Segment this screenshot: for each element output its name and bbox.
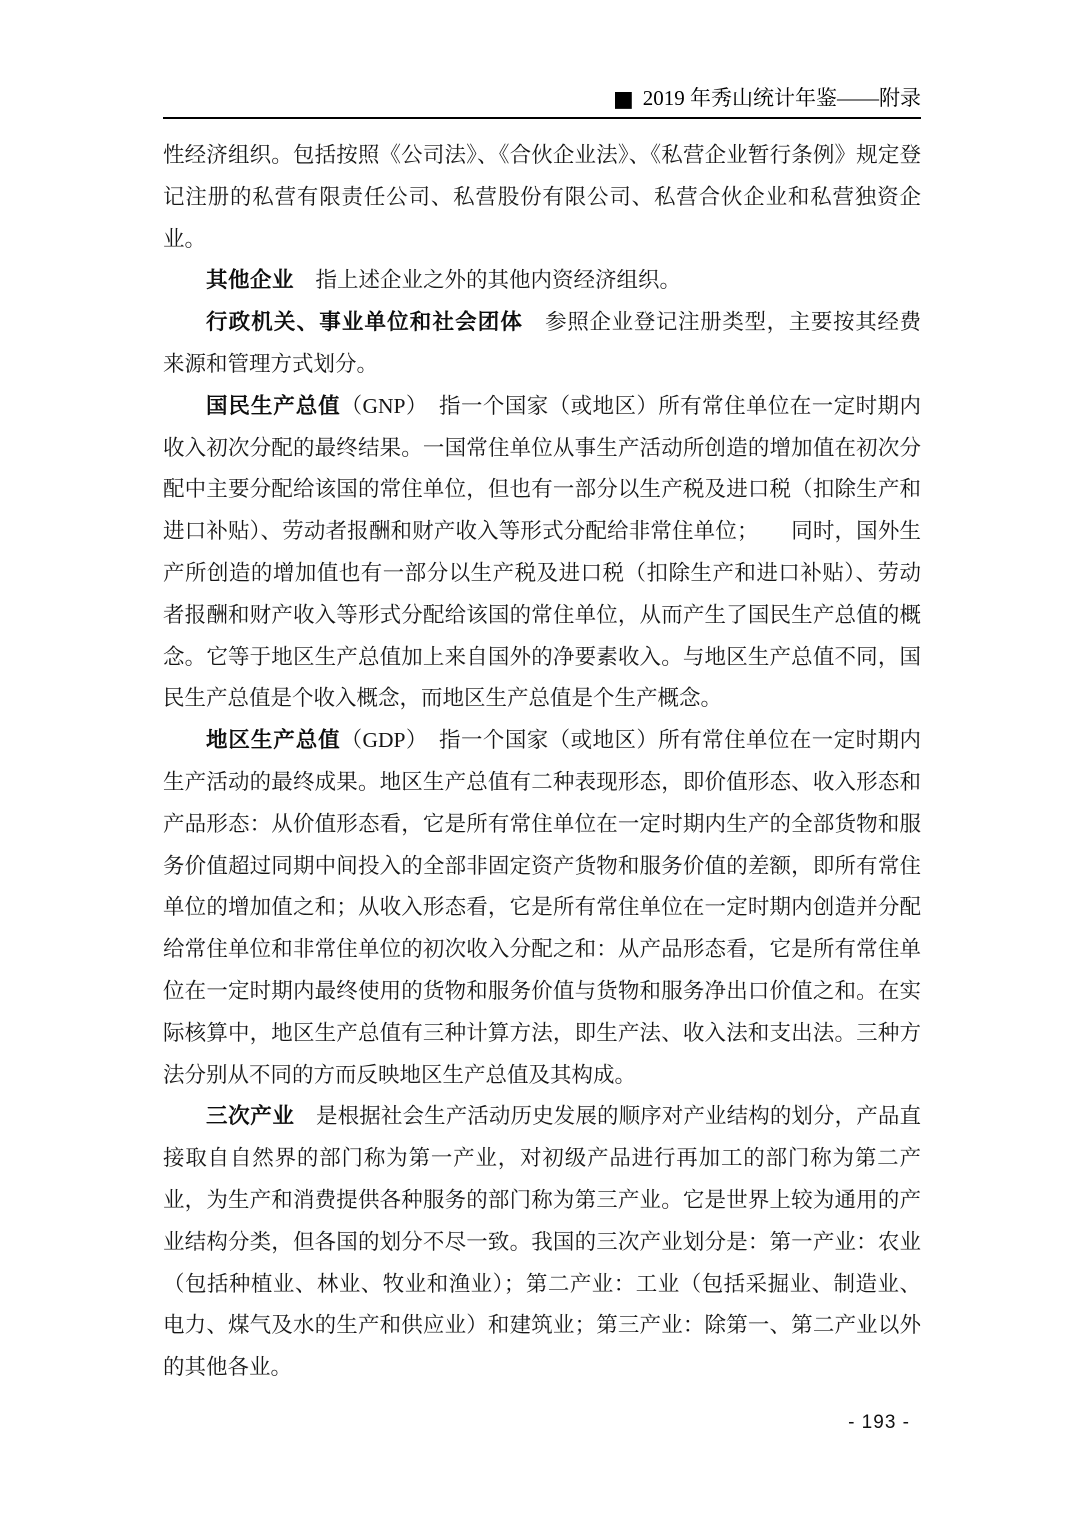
term-label: 三次产业 bbox=[206, 1104, 295, 1129]
header-title: 2019 年秀山统计年鉴——附录 bbox=[642, 86, 921, 110]
term-suffix: （GDP） bbox=[340, 728, 418, 753]
paragraph-text: 参照企业登记注册类型，主要按其经费来源和管理方式划分。 bbox=[163, 310, 921, 376]
term-suffix: （GNP） bbox=[340, 393, 418, 418]
page-number: - 193 - bbox=[848, 1412, 910, 1433]
document-page bbox=[163, 0, 921, 1389]
paragraph-private-enterprises-continuation bbox=[163, 135, 921, 260]
paragraph-other-enterprises bbox=[163, 260, 921, 302]
term-label: 国民生产总值 bbox=[206, 393, 341, 418]
paragraph-gnp-definition bbox=[163, 386, 921, 720]
document-body bbox=[163, 135, 921, 1389]
paragraph-text: 指一个国家（或地区）所有常住单位在一定时期内收入初次分配的最终结果。一国常住单位从事生产活动所创造的增加值在初次分配中主要分配给该国的常住单位，但也有一部分以生产税及进口税（扣除生产和进口补贴）、劳动者报酬和财产收入等形式分配给非常住单位； 同时，国外生产所创造的增加值也有一部分以生产税及进口税（扣除生产和进口补贴）、劳动者报酬和财产收入等形式分配给该国的常住单位，从而产生了国民生产总值的概念。它等于地区生产总值加上来自国外的净要素收入。与地区生产总值不同，国民生产总值是个收入概念，而地区生产总值是个生产概念。 bbox=[163, 393, 921, 711]
paragraph-admin-institutions bbox=[163, 302, 921, 386]
paragraph-three-industries bbox=[163, 1096, 921, 1389]
paragraph-text: 性经济组织。包括按照《公司法》、《合伙企业法》、《私营企业暂行条例》规定登记注册的私营有限责任公司、私营股份有限公司、私营合伙企业和私营独资企业。 bbox=[163, 143, 921, 251]
paragraph-text: 是根据社会生产活动历史发展的顺序对产业结构的划分，产品直接取自自然界的部门称为第一产业，对初级产品进行再加工的部门称为第二产业，为生产和消费提供各种服务的部门称为第三产业。它是世界上较为通用的产业结构分类，但各国的划分不尽一致。我国的三次产业划分是：第一产业：农业（包括种植业、林业、牧业和渔业）；第二产业：工业（包括采掘业、制造业、电力、煤气及水的生产和供应业）和建筑业；第三产业：除第一、第二产业以外的其他各业。 bbox=[163, 1104, 921, 1380]
square-marker-icon: ■ bbox=[612, 87, 634, 112]
paragraph-text: 指一个国家（或地区）所有常住单位在一定时期内生产活动的最终成果。地区生产总值有二种表现形态，即价值形态、收入形态和产品形态：从价值形态看，它是所有常住单位在一定时期内生产的全部货物和服务价值超过同期中间投入的全部非固定资产货物和服务价值的差额，即所有常住单位的增加值之和；从收入形态看，它是所有常住单位在一定时期内创造并分配给常住单位和非常住单位的初次收入分配之和：从产品形态看，它是所有常住单位在一定时期内最终使用的货物和服务价值与货物和服务净出口价值之和。在实际核算中，地区生产总值有三种计算方法，即生产法、收入法和支出法。三种方法分别从不同的方而反映地区生产总值及其构成。 bbox=[163, 728, 921, 1087]
paragraph-gdp-definition bbox=[163, 720, 921, 1096]
header-rule bbox=[163, 117, 921, 119]
term-label: 行政机关、事业单位和社会团体 bbox=[206, 310, 524, 335]
paragraph-text: 指上述企业之外的其他内资经济组织。 bbox=[294, 268, 682, 293]
page-header bbox=[163, 86, 921, 112]
term-label: 其他企业 bbox=[206, 268, 295, 293]
term-label: 地区生产总值 bbox=[206, 728, 341, 753]
